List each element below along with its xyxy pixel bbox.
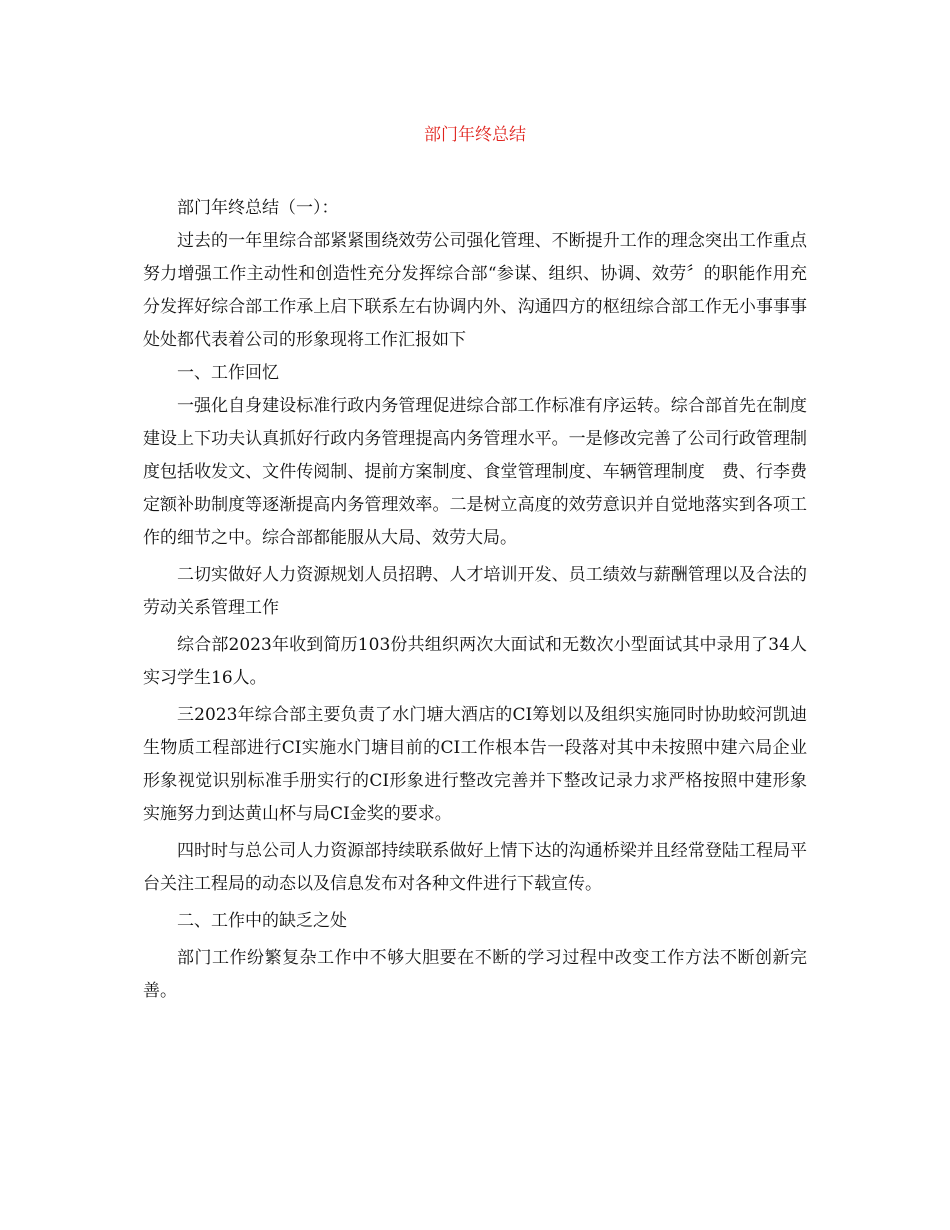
- body-paragraph: 三2023年综合部主要负责了水门塘大酒店的CI筹划以及组织实施同时协助蛟河凯迪生物质工程部进行CI实施水门塘目前的CI工作根本告一段落对其中未按照中建六局企业形象视觉识别标准手册实行的CI形象进行整改完善并下整改记录力求严格按照中建形象实施努力到达黄山杯与局CI金奖的要求。: [143, 705, 807, 824]
- intro-paragraph: 过去的一年里综合部紧紧围绕效劳公司强化管理、不断提升工作的理念突出工作重点努力增强工作主动性和创造性充分发挥综合部“参谋、组织、协调、效劳〞的职能作用充分发挥好综合部工作承上启下联系左右协调内外、沟通四方的枢纽综合部工作无小事事事处处都代表着公司的形象现将工作汇报如下: [143, 231, 807, 350]
- body-paragraph: 部门工作纷繁复杂工作中不够大胆要在不断的学习过程中改变工作方法不断创新完善。: [143, 948, 807, 1001]
- document-body: [143, 192, 807, 1008]
- document-title: 部门年终总结: [424, 125, 526, 145]
- section-heading: 部门年终总结（一）：: [177, 198, 339, 218]
- body-paragraph: 二切实做好人力资源规划人员招聘、人才培训开发、员工绩效与薪酬管理以及合法的劳动关系管理工作: [143, 565, 807, 618]
- section-heading: 一、工作回忆: [177, 363, 279, 383]
- section-heading: 二、工作中的缺乏之处: [177, 911, 347, 931]
- body-paragraph: 一强化自身建设标准行政内务管理促进综合部工作标准有序运转。综合部首先在制度建设上下功夫认真抓好行政内务管理提高内务管理水平。一是修改完善了公司行政管理制度包括收发文、文件传阅制、提前方案制度、食堂管理制度、车辆管理制度 费、行李费定额补助制度等逐渐提高内务管理效率。二是树立高度的效劳意识并自觉地落实到各项工作的细节之中。综合部都能服从大局、效劳大局。: [143, 396, 807, 548]
- body-paragraph: 综合部2023年收到简历103份共组织两次大面试和无数次小型面试其中录用了34人实习学生16人。: [143, 635, 807, 688]
- body-paragraph: 四时时与总公司人力资源部持续联系做好上情下达的沟通桥梁并且经常登陆工程局平台关注工程局的动态以及信息发布对各种文件进行下载宣传。: [143, 841, 807, 894]
